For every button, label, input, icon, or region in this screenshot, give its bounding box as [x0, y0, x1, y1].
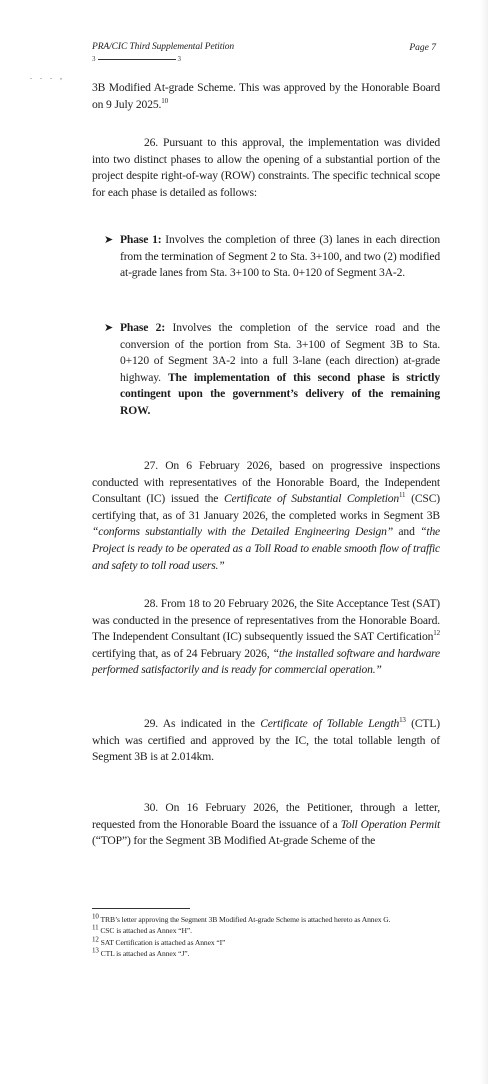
p27-text-b: (CSC) certifying that, as of 31 January 2026, the completed works in Segment 3B: [92, 492, 440, 522]
footnote-number: 10: [92, 912, 99, 921]
p28-text-a: 28. From 18 to 20 February 2026, the Site Acceptance Test (SAT) was conducted in the presence of representatives from the Honorable Board. The Independent Consultant (IC) subsequently issued the SAT Certification: [92, 597, 440, 644]
phase-2-label: Phase 2:: [120, 321, 166, 334]
paragraph-continuation: [92, 80, 440, 113]
footnotes: [92, 914, 440, 959]
paragraph-26: [92, 135, 440, 201]
footnote-text: TRB’s letter approving the Segment 3B Modified At-grade Scheme is attached hereto as Annex G.: [98, 915, 391, 924]
p28-quote: “the installed software and hardware performed satisfactorily and is ready for commercial operation.”: [92, 646, 440, 677]
bullet-phase-1: [104, 232, 440, 282]
paragraph-29: [92, 716, 440, 766]
paragraph-30: [92, 800, 440, 850]
paragraph-text: 26. Pursuant to this approval, the implementation was divided into two distinct phases to allow the opening of a substantial portion of the project despite right-of-way (ROW) constraints. The specific technical scope for each phase is detailed as follows:: [92, 136, 440, 199]
header-subline: [92, 55, 181, 63]
header-subline-rule: [98, 59, 176, 60]
header-subline-left: 3: [92, 55, 96, 63]
p27-certificate-title: Certificate of Substantial Completion: [223, 492, 399, 506]
footnote-number: 12: [92, 935, 99, 944]
header-subline-right: 3: [177, 55, 181, 63]
footnote-text: SAT Certification is attached as Annex “I”: [98, 937, 226, 947]
phase-2-text: Involves the completion of the service road and the conversion of the portion from Sta. 3+100 of Segment 3B to Sta. 0+120 of Segment 3A-2 into a full 3-lane (each direction) at-grade highway.: [120, 321, 440, 384]
p29-certificate-title: Certificate of Tollable Length: [260, 717, 400, 730]
p27-quote-1: “conforms substantially with the Detailed Engineering Design”: [92, 525, 393, 539]
phase-1-label: Phase 1:: [120, 233, 162, 246]
paragraph-text: 3B Modified At-grade Scheme. This was approved by the Honorable Board on 9 July 2025.: [92, 81, 440, 111]
paragraph-28: [92, 596, 440, 679]
footnote-11: [92, 925, 440, 936]
footnote-12: [92, 937, 440, 948]
footnote-number: 11: [92, 923, 99, 932]
margin-mark: . . . ,: [30, 72, 65, 81]
phase-1-text: Involves the completion of three (3) lanes in each direction from the termination of Segment 2 to Sta. 3+100, and two (2) modified at-grade lanes from Sta. 3+100 to Sta. 0+120 of Segment 3A-2.: [120, 233, 441, 280]
p28-text-b: certifying that, as of 24 February 2026,: [92, 646, 273, 660]
p27-quote-2: “the Project is ready to be operated as a Toll Road to enable smooth flow of traffic and safety to toll road users.”: [92, 525, 440, 572]
footnote-ref-11: 11: [398, 491, 406, 500]
p29-text-b: (CTL) which was certified and approved by the IC, the total tollable length of Segment 3B is at 2.014km.: [92, 717, 440, 764]
p30-text-a: 30. On 16 February 2026, the Petitioner, through a letter, requested from the Honorable Board the issuance of a: [92, 801, 440, 831]
footnote-13: [92, 948, 440, 959]
p27-text-c: and: [392, 525, 421, 539]
p27-text-a: 27. On 6 February 2026, based on progressive inspections conducted with representatives of the Honorable Board, the Independent Consultant (IC) issued the: [92, 459, 440, 506]
running-header-title: PRA/CIC Third Supplemental Petition: [92, 42, 235, 52]
arrow-bullet-icon: ➤: [104, 322, 114, 334]
arrow-bullet-icon: ➤: [104, 234, 114, 246]
footnote-text: CTL is attached as Annex “J”.: [98, 948, 190, 958]
p30-toll-operation-permit: Toll Operation Permit: [340, 817, 440, 831]
page-edge-shadow: [480, 0, 488, 1084]
footnote-ref-10: 10: [161, 96, 168, 105]
footnote-ref-12: 12: [433, 629, 440, 638]
page-number: Page 7: [409, 43, 436, 53]
footnote-10: [92, 914, 440, 925]
paragraph-27: [92, 458, 440, 574]
footnote-separator: [92, 908, 190, 909]
bullet-phase-2: [104, 320, 440, 420]
p29-text-a: 29. As indicated in the: [144, 717, 261, 730]
phase-2-bold-text: The implementation of this second phase is strictly contingent upon the government’s delivery of the remaining ROW.: [120, 370, 440, 417]
p30-text-b: (“TOP”) for the Segment 3B Modified At-grade Scheme of the: [92, 834, 376, 848]
footnote-ref-13: 13: [399, 716, 406, 725]
footnote-number: 13: [92, 946, 99, 955]
footnote-text: CSC is attached as Annex “H”.: [98, 926, 192, 936]
